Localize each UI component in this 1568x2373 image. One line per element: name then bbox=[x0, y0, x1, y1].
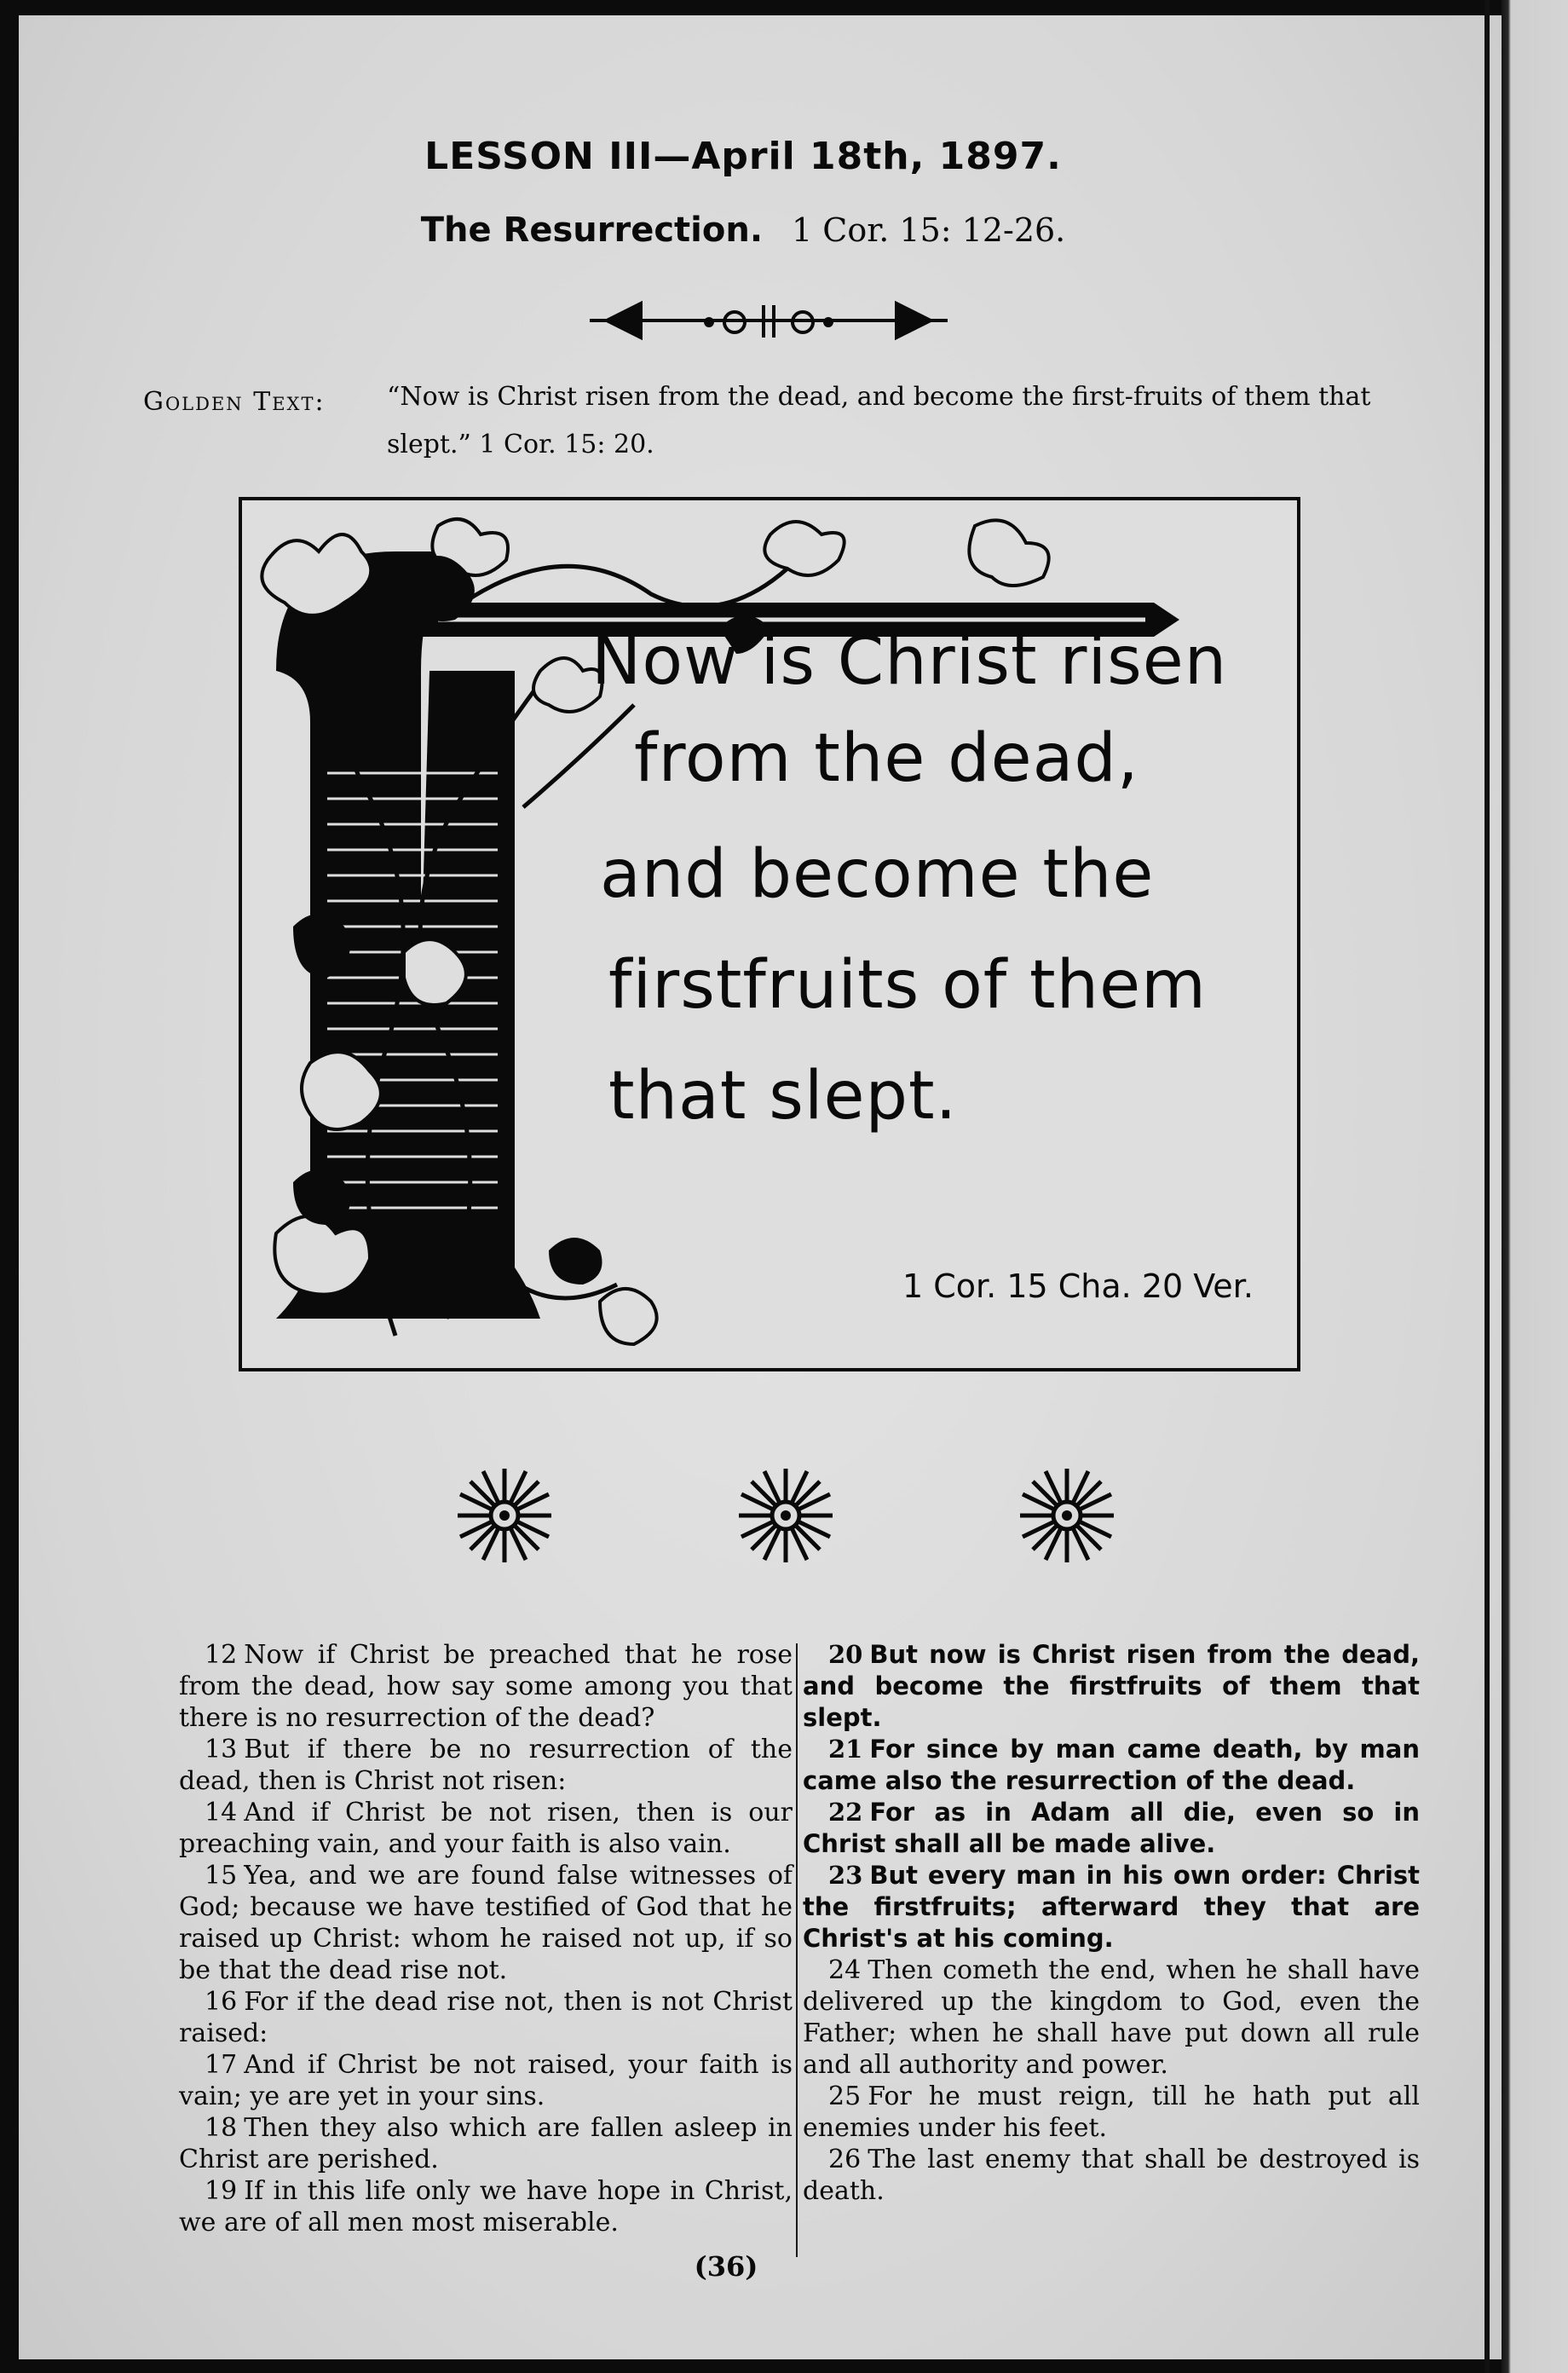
plate-line-3: and become the bbox=[600, 836, 1155, 913]
verse bbox=[179, 2112, 793, 2175]
verse-text: But if there be no resurrection of the dead, then is Christ not risen: bbox=[179, 1735, 793, 1796]
verse-number: 22 bbox=[828, 1798, 863, 1827]
verse-number: 19 bbox=[205, 2176, 238, 2206]
verse-number: 12 bbox=[205, 1640, 238, 1670]
verse-number: 26 bbox=[828, 2145, 862, 2174]
verse-number: 23 bbox=[828, 1861, 863, 1890]
plate-line-1: Now is Christ risen bbox=[591, 623, 1228, 700]
verse bbox=[179, 1639, 793, 1734]
book-gutter bbox=[1484, 0, 1490, 2373]
verse-number: 24 bbox=[828, 1955, 862, 1985]
illuminated-plate bbox=[239, 497, 1300, 1371]
verse-number: 15 bbox=[205, 1861, 238, 1891]
scripture-left-column bbox=[179, 1639, 793, 2238]
verse-text: Then cometh the end, when he shall have delivered up the kingdom to God, even the Father; when he shall have put down all rule and all authority and power. bbox=[803, 1955, 1420, 2080]
verse bbox=[803, 2144, 1420, 2207]
lesson-title: LESSON III—April 18th, 1897. bbox=[424, 135, 1062, 178]
lesson-reference: 1 Cor. 15: 12-26. bbox=[792, 211, 1066, 249]
verse bbox=[803, 1954, 1420, 2081]
star-ornament-icon bbox=[735, 1464, 837, 1567]
column-divider bbox=[796, 1643, 798, 2257]
verse-text: Now if Christ be preached that he rose from the dead, how say some among you that there is no resurrection of the dead? bbox=[179, 1640, 793, 1733]
verse-text: For he must reign, till he hath put all enemies under his feet. bbox=[803, 2081, 1420, 2143]
next-page-edge bbox=[1502, 0, 1568, 2373]
book-page bbox=[19, 15, 1502, 2359]
golden-text-body: “Now is Christ risen from the dead, and become the first-fruits of them that slept.” 1 Cor. 15: 20. bbox=[387, 382, 1371, 459]
star-ornament-icon bbox=[453, 1464, 556, 1567]
verse-number: 18 bbox=[205, 2113, 238, 2143]
verse bbox=[179, 2175, 793, 2238]
lesson-subject: The Resurrection. bbox=[420, 211, 764, 250]
verse-number: 16 bbox=[205, 1987, 238, 2017]
verse bbox=[803, 1797, 1420, 1860]
verse-number: 20 bbox=[828, 1640, 863, 1669]
plate-line-2: from the dead, bbox=[634, 720, 1139, 797]
lesson-subtitle bbox=[19, 210, 1484, 250]
verse-text: For if the dead rise not, then is not Christ raised: bbox=[179, 1987, 793, 2048]
verse-text: But now is Christ risen from the dead, and become the firstfruits of them that slept. bbox=[803, 1640, 1420, 1732]
verse-number: 25 bbox=[828, 2081, 862, 2111]
verse-text: For since by man came death, by man came also the resurrection of the dead. bbox=[803, 1735, 1420, 1795]
scripture-right-column bbox=[803, 1639, 1420, 2207]
verse bbox=[179, 1986, 793, 2049]
star-ornaments bbox=[19, 1464, 1502, 1575]
verse-text: For as in Adam all die, even so in Christ shall all be made alive. bbox=[803, 1798, 1420, 1858]
plate-line-5: that slept. bbox=[608, 1058, 958, 1135]
verse-text: And if Christ be not raised, your faith is vain; ye are yet in your sins. bbox=[179, 2050, 793, 2111]
verse bbox=[803, 1639, 1420, 1734]
ornament-rule-icon bbox=[581, 295, 956, 346]
star-ornament-icon bbox=[1016, 1464, 1118, 1567]
verse-text: Yea, and we are found false witnesses of God; because we have testified of God that he raised up Christ: whom he raised not up, if so be that the dead rise not. bbox=[179, 1861, 793, 1985]
page-number: (36) bbox=[694, 2250, 758, 2283]
verse-number: 13 bbox=[205, 1735, 238, 1764]
verse bbox=[803, 1734, 1420, 1797]
verse-number: 21 bbox=[828, 1735, 863, 1764]
plate-reference: 1 Cor. 15 Cha. 20 Ver. bbox=[902, 1267, 1254, 1305]
verse bbox=[179, 1860, 793, 1986]
verse-text: The last enemy that shall be destroyed is death. bbox=[803, 2145, 1420, 2206]
verse bbox=[179, 1734, 793, 1797]
verse-number: 14 bbox=[205, 1798, 238, 1827]
verse bbox=[179, 2049, 793, 2112]
verse bbox=[179, 1797, 793, 1860]
verse-text: Then they also which are fallen asleep in Christ are perished. bbox=[179, 2113, 793, 2174]
golden-text-label: Golden Text: bbox=[143, 387, 326, 417]
plate-line-4: firstfruits of them bbox=[608, 947, 1208, 1024]
verse bbox=[803, 2081, 1420, 2144]
verse-text: If in this life only we have hope in Christ, we are of all men most miserable. bbox=[179, 2176, 793, 2237]
verse-text: But every man in his own order: Christ the firstfruits; afterward they that are Christ's at his coming. bbox=[803, 1861, 1420, 1953]
verse-text: And if Christ be not risen, then is our preaching vain, and your faith is also vain. bbox=[179, 1798, 793, 1859]
verse bbox=[803, 1860, 1420, 1954]
verse-number: 17 bbox=[205, 2050, 238, 2080]
